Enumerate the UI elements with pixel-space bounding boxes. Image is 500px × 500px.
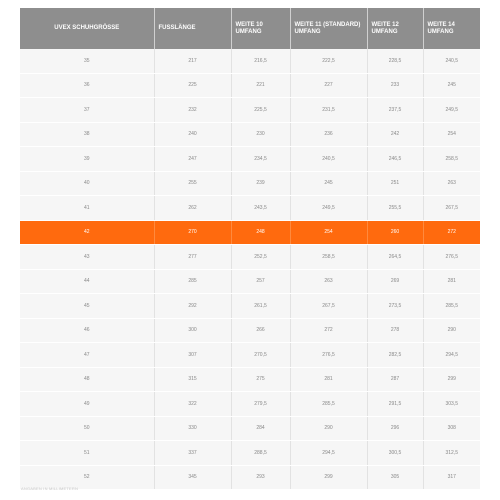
- table-cell: 261,5: [231, 294, 290, 319]
- table-cell: 221: [231, 73, 290, 98]
- table-cell: 251: [367, 171, 423, 196]
- table-cell: 42: [20, 220, 154, 245]
- table-cell: 305: [367, 465, 423, 490]
- table-cell: 255: [154, 171, 231, 196]
- table-row: [20, 367, 480, 392]
- table-cell: 269: [367, 269, 423, 294]
- table-cell: 254: [423, 122, 480, 147]
- table-cell: 243,5: [231, 196, 290, 221]
- header-width-12: WEITE 12 UMFANG: [367, 8, 423, 49]
- header-foot-length: FUSSLÄNGE: [154, 8, 231, 49]
- table-cell: 252,5: [231, 245, 290, 270]
- table-row: [20, 220, 480, 245]
- table-cell: 257: [231, 269, 290, 294]
- table-cell: 299: [423, 367, 480, 392]
- table-row: [20, 441, 480, 466]
- table-cell: 48: [20, 367, 154, 392]
- table-cell: 38: [20, 122, 154, 147]
- table-cell: 276,5: [290, 343, 367, 368]
- table-cell: 260: [367, 220, 423, 245]
- table-cell: 236: [290, 122, 367, 147]
- table-cell: 264,5: [367, 245, 423, 270]
- table-cell: 51: [20, 441, 154, 466]
- table-cell: 225: [154, 73, 231, 98]
- table-row: [20, 49, 480, 73]
- table-cell: 279,5: [231, 392, 290, 417]
- table-cell: 45: [20, 294, 154, 319]
- table-cell: 291,5: [367, 392, 423, 417]
- table-cell: 317: [423, 465, 480, 490]
- table-cell: 222,5: [290, 49, 367, 73]
- table-cell: 40: [20, 171, 154, 196]
- table-cell: 299: [290, 465, 367, 490]
- footnote: ANGABEN IN MILLIMETERN: [21, 486, 79, 491]
- header-shoe-size: UVEX SCHUHGRÖSSE: [20, 8, 154, 49]
- table-cell: 322: [154, 392, 231, 417]
- table-cell: 248: [231, 220, 290, 245]
- table-cell: 287: [367, 367, 423, 392]
- table-cell: 233: [367, 73, 423, 98]
- table-row: [20, 269, 480, 294]
- table-row: [20, 122, 480, 147]
- table-cell: 290: [290, 416, 367, 441]
- table-cell: 234,5: [231, 147, 290, 172]
- table-row: [20, 98, 480, 123]
- table-row: [20, 416, 480, 441]
- table-row: [20, 318, 480, 343]
- table-cell: 266: [231, 318, 290, 343]
- table-cell: 278: [367, 318, 423, 343]
- table-cell: 288,5: [231, 441, 290, 466]
- table-row: [20, 294, 480, 319]
- table-cell: 255,5: [367, 196, 423, 221]
- header-width-10: WEITE 10 UMFANG: [231, 8, 290, 49]
- table-row: [20, 171, 480, 196]
- table-cell: 282,5: [367, 343, 423, 368]
- table-row: [20, 245, 480, 270]
- table-row: [20, 196, 480, 221]
- table-cell: 273,5: [367, 294, 423, 319]
- table-cell: 50: [20, 416, 154, 441]
- table-cell: 262: [154, 196, 231, 221]
- table-cell: 49: [20, 392, 154, 417]
- table-cell: 307: [154, 343, 231, 368]
- table-cell: 245: [290, 171, 367, 196]
- table-cell: 330: [154, 416, 231, 441]
- table-cell: 230: [231, 122, 290, 147]
- table-row: [20, 465, 480, 490]
- table-cell: 263: [290, 269, 367, 294]
- table-cell: 345: [154, 465, 231, 490]
- table-cell: 43: [20, 245, 154, 270]
- table-cell: 228,5: [367, 49, 423, 73]
- table-cell: 246,5: [367, 147, 423, 172]
- table-cell: 36: [20, 73, 154, 98]
- table-cell: 272: [423, 220, 480, 245]
- table-cell: 275: [231, 367, 290, 392]
- table-cell: 225,5: [231, 98, 290, 123]
- table-cell: 254: [290, 220, 367, 245]
- header-row: [20, 8, 480, 49]
- table-cell: 231,5: [290, 98, 367, 123]
- table-cell: 216,5: [231, 49, 290, 73]
- table-cell: 217: [154, 49, 231, 73]
- table-cell: 35: [20, 49, 154, 73]
- table-cell: 47: [20, 343, 154, 368]
- table-cell: 277: [154, 245, 231, 270]
- table-cell: 240: [154, 122, 231, 147]
- table-cell: 46: [20, 318, 154, 343]
- table-cell: 249,5: [290, 196, 367, 221]
- table-cell: 41: [20, 196, 154, 221]
- table-cell: 296: [367, 416, 423, 441]
- table-cell: 294,5: [290, 441, 367, 466]
- table-cell: 249,5: [423, 98, 480, 123]
- table-cell: 303,5: [423, 392, 480, 417]
- size-chart-container: [20, 8, 480, 490]
- table-cell: 294,5: [423, 343, 480, 368]
- table-cell: 293: [231, 465, 290, 490]
- table-cell: 242: [367, 122, 423, 147]
- table-cell: 239: [231, 171, 290, 196]
- table-cell: 44: [20, 269, 154, 294]
- header-width-11-standard: WEITE 11 (STANDARD) UMFANG: [290, 8, 367, 49]
- table-cell: 37: [20, 98, 154, 123]
- table-row: [20, 147, 480, 172]
- table-cell: 292: [154, 294, 231, 319]
- table-row: [20, 392, 480, 417]
- table-cell: 240,5: [290, 147, 367, 172]
- size-chart-table: [20, 8, 480, 490]
- table-row: [20, 343, 480, 368]
- table-cell: 232: [154, 98, 231, 123]
- table-row: [20, 73, 480, 98]
- table-cell: 337: [154, 441, 231, 466]
- table-cell: 315: [154, 367, 231, 392]
- table-cell: 227: [290, 73, 367, 98]
- table-cell: 285,5: [423, 294, 480, 319]
- table-cell: 284: [231, 416, 290, 441]
- table-cell: 240,5: [423, 49, 480, 73]
- table-cell: 267,5: [290, 294, 367, 319]
- header-width-14: WEITE 14 UMFANG: [423, 8, 480, 49]
- table-cell: 285: [154, 269, 231, 294]
- table-cell: 300,5: [367, 441, 423, 466]
- table-cell: 245: [423, 73, 480, 98]
- table-cell: 285,5: [290, 392, 367, 417]
- table-cell: 270,5: [231, 343, 290, 368]
- table-cell: 300: [154, 318, 231, 343]
- table-cell: 263: [423, 171, 480, 196]
- table-cell: 39: [20, 147, 154, 172]
- table-body: [20, 49, 480, 490]
- table-cell: 247: [154, 147, 231, 172]
- table-cell: 312,5: [423, 441, 480, 466]
- table-header: [20, 8, 480, 49]
- table-cell: 281: [290, 367, 367, 392]
- table-cell: 276,5: [423, 245, 480, 270]
- table-cell: 237,5: [367, 98, 423, 123]
- table-cell: 270: [154, 220, 231, 245]
- table-cell: 258,5: [423, 147, 480, 172]
- table-cell: 258,5: [290, 245, 367, 270]
- table-cell: 281: [423, 269, 480, 294]
- table-cell: 267,5: [423, 196, 480, 221]
- table-cell: 52: [20, 465, 154, 490]
- table-cell: 308: [423, 416, 480, 441]
- table-cell: 272: [290, 318, 367, 343]
- table-cell: 290: [423, 318, 480, 343]
